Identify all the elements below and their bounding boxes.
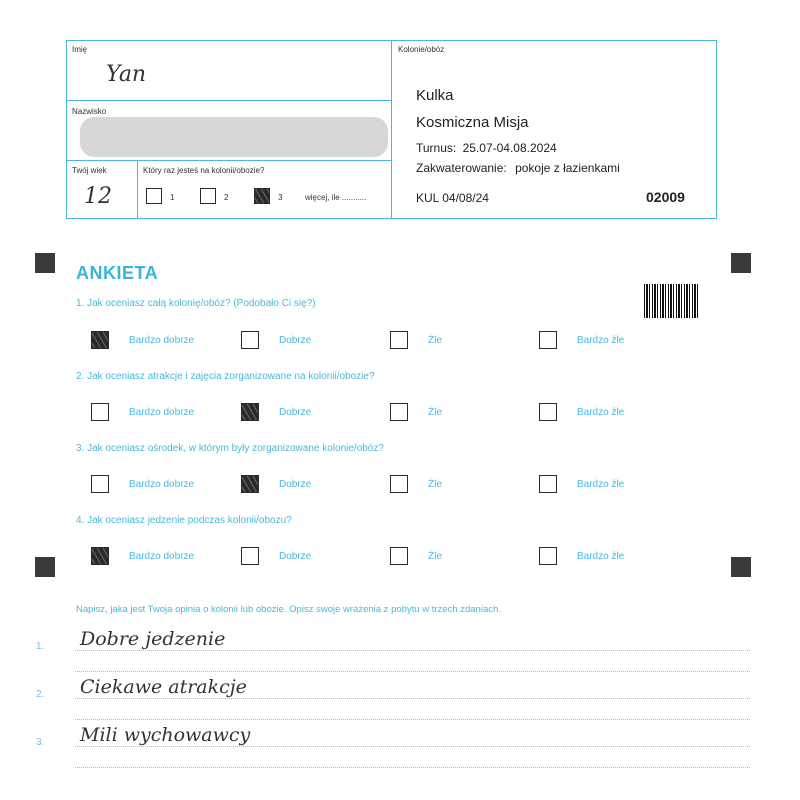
- kolonie-name: Kulka: [416, 87, 454, 104]
- q2-label-dobrze: Dobrze: [279, 407, 312, 418]
- opinion-line-1-dots: [75, 650, 750, 651]
- q2-option-zle[interactable]: [390, 403, 408, 421]
- q2-label-bardzo-dobrze: Bardzo dobrze: [129, 407, 195, 418]
- ktory-raz-checkbox-1[interactable]: [146, 188, 162, 204]
- opinion-line-1b-dots: [75, 671, 750, 672]
- q3-label-bardzo-dobrze: Bardzo dobrze: [129, 479, 195, 490]
- question-2: 2. Jak oceniasz atrakcje i zajęcia zorganizowane na kolonii/obozie?: [76, 371, 375, 382]
- opinion-line-2-dots: [75, 698, 750, 699]
- ktory-raz-label: Który raz jesteś na kolonii/obozie?: [143, 166, 265, 175]
- registration-marker-top-left: [35, 253, 55, 273]
- question-3: 3. Jak oceniasz ośrodek, w którym były zorganizowane kolonie/obóz?: [76, 443, 384, 454]
- code-left: KUL 04/08/24: [416, 191, 489, 205]
- wiek-label: Twój wiek: [72, 166, 107, 175]
- question-4: 4. Jak oceniasz jedzenie podczas kolonii/obozu?: [76, 515, 292, 526]
- ktory-raz-checkbox-2[interactable]: [200, 188, 216, 204]
- q2-option-bardzo-zle[interactable]: [539, 403, 557, 421]
- q3-option-bardzo-dobrze[interactable]: [91, 475, 109, 493]
- imie-label: Imię: [72, 45, 88, 54]
- q1-option-bardzo-zle[interactable]: [539, 331, 557, 349]
- turnus-row: [416, 141, 557, 155]
- q4-option-bardzo-zle[interactable]: [539, 547, 557, 565]
- zakwaterowanie-row: [416, 161, 620, 175]
- zakwaterowanie-label: Zakwaterowanie:: [416, 161, 507, 175]
- kolonie-program: Kosmiczna Misja: [416, 114, 529, 131]
- opinion-line-1-text[interactable]: Dobre jedzenie: [80, 628, 226, 650]
- ktory-raz-option-2: 2: [224, 193, 229, 202]
- turnus-value: 25.07-04.08.2024: [462, 141, 557, 155]
- q1-option-zle[interactable]: [390, 331, 408, 349]
- registration-marker-bottom-left: [35, 557, 55, 577]
- nazwisko-label: Nazwisko: [72, 107, 107, 116]
- q4-option-bardzo-dobrze[interactable]: [91, 547, 109, 565]
- opinion-line-3-dots: [75, 746, 750, 747]
- q3-option-zle[interactable]: [390, 475, 408, 493]
- question-1: 1. Jak oceniasz całą kolonię/obóz? (Podobało Ci się?): [76, 298, 316, 309]
- q4-label-zle: Źle: [428, 551, 442, 562]
- q1-label-bardzo-zle: Bardzo źle: [577, 335, 625, 346]
- q4-label-bardzo-dobrze: Bardzo dobrze: [129, 551, 195, 562]
- q3-label-zle: Źle: [428, 479, 442, 490]
- header-divider-1: [66, 100, 391, 101]
- ktory-raz-checkbox-3[interactable]: [254, 188, 270, 204]
- code-right: 02009: [646, 189, 685, 205]
- survey-title: ANKIETA: [76, 263, 159, 283]
- q3-option-bardzo-zle[interactable]: [539, 475, 557, 493]
- q2-option-bardzo-dobrze[interactable]: [91, 403, 109, 421]
- opinion-line-2-num: 2.: [36, 689, 45, 700]
- header-divider-2: [66, 160, 391, 161]
- q1-label-zle: Źle: [428, 335, 442, 346]
- header-divider-3: [137, 160, 138, 219]
- opinion-line-1-num: 1.: [36, 641, 45, 652]
- registration-marker-top-right: [731, 253, 751, 273]
- q2-label-zle: Źle: [428, 407, 442, 418]
- wiek-value[interactable]: 12: [84, 184, 112, 209]
- q3-label-dobrze: Dobrze: [279, 479, 312, 490]
- q1-option-bardzo-dobrze[interactable]: [91, 331, 109, 349]
- q3-option-dobrze[interactable]: [241, 475, 259, 493]
- ktory-raz-option-3: 3: [278, 193, 283, 202]
- q4-option-zle[interactable]: [390, 547, 408, 565]
- turnus-label: Turnus:: [416, 141, 457, 155]
- q2-label-bardzo-zle: Bardzo źle: [577, 407, 625, 418]
- header-divider-vertical: [391, 40, 392, 219]
- q4-label-dobrze: Dobrze: [279, 551, 312, 562]
- zakwaterowanie-value: pokoje z łazienkami: [515, 161, 620, 175]
- q4-option-dobrze[interactable]: [241, 547, 259, 565]
- opinion-line-3b-dots: [75, 767, 750, 768]
- q1-option-dobrze[interactable]: [241, 331, 259, 349]
- kolonie-label: Kolonie/obóz: [398, 45, 445, 54]
- imie-value[interactable]: Yan: [106, 62, 147, 87]
- barcode: [644, 284, 700, 318]
- q4-label-bardzo-zle: Bardzo źle: [577, 551, 625, 562]
- wiecej-label: więcej, ile ...........: [305, 193, 367, 202]
- opinion-line-3-num: 3.: [36, 737, 45, 748]
- q2-option-dobrze[interactable]: [241, 403, 259, 421]
- opinion-line-2-text[interactable]: Ciekawe atrakcje: [80, 676, 247, 698]
- q3-label-bardzo-zle: Bardzo źle: [577, 479, 625, 490]
- opinion-prompt: Napisz, jaka jest Twoja opinia o kolonii lub obozie. Opisz swoje wrażenia z pobytu w trzech zdaniach.: [76, 604, 501, 615]
- opinion-line-3-text[interactable]: Mili wychowawcy: [80, 724, 251, 746]
- registration-marker-bottom-right: [731, 557, 751, 577]
- ktory-raz-option-1: 1: [170, 193, 175, 202]
- q1-label-bardzo-dobrze: Bardzo dobrze: [129, 335, 195, 346]
- q1-label-dobrze: Dobrze: [279, 335, 312, 346]
- opinion-line-2b-dots: [75, 719, 750, 720]
- nazwisko-redacted: [80, 117, 388, 157]
